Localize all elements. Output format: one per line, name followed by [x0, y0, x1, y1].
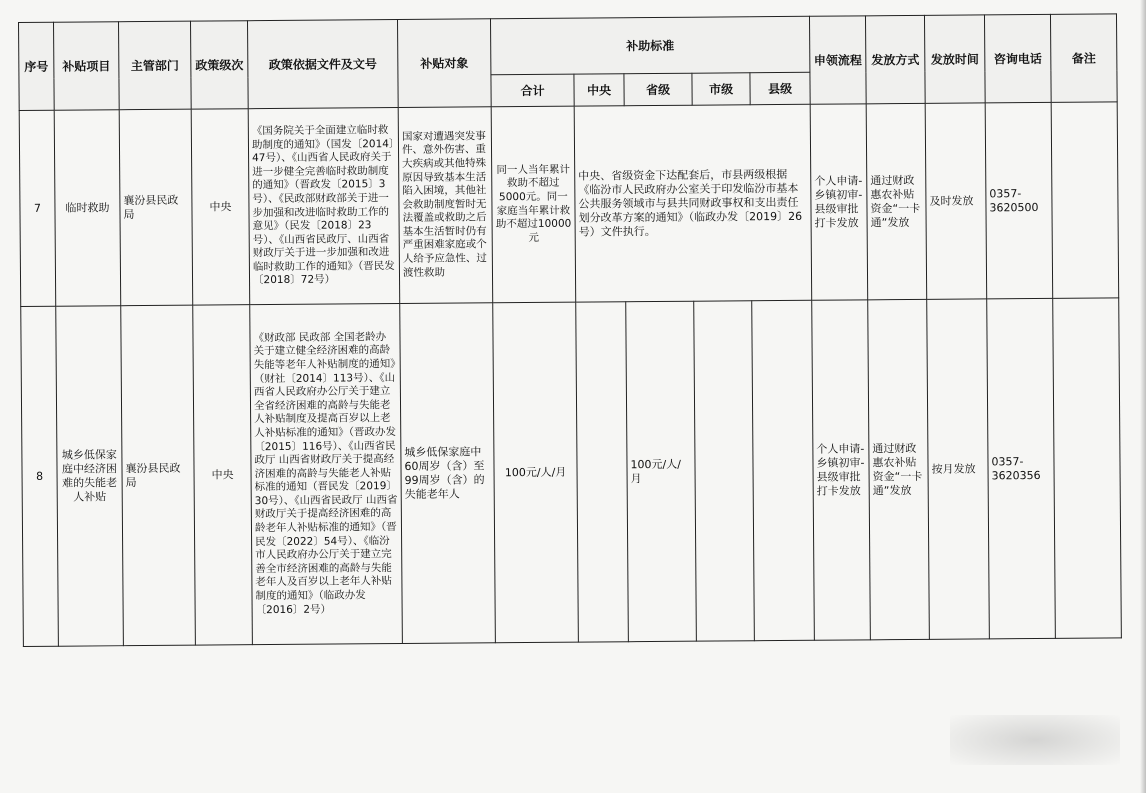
row-seq: 8	[21, 306, 59, 646]
header-phone: 咨询电话	[984, 14, 1051, 103]
table-row	[19, 102, 1119, 307]
header-item: 补贴项目	[54, 22, 120, 111]
header-std-central: 中央	[574, 74, 624, 106]
header-basis: 政策依据文件及文号	[247, 20, 398, 109]
row-phone: 0357-3620500	[985, 102, 1053, 299]
row-method: 通过财政惠农补贴资金“一卡通”发放	[868, 299, 930, 639]
row-phone: 0357-3620356	[987, 298, 1056, 639]
header-level: 政策级次	[190, 21, 248, 109]
row-std-province: 100元/人/月	[626, 301, 697, 642]
header-seq: 序号	[19, 22, 55, 110]
row-process: 个人申请-乡镇初审-县级审批打卡发放	[810, 104, 868, 300]
row-time: 按月发放	[927, 299, 990, 639]
header-time: 发放时间	[924, 15, 985, 103]
header-note: 备注	[1050, 14, 1117, 103]
row-item: 临时救助	[54, 110, 121, 307]
header-target: 补贴对象	[397, 19, 491, 108]
row-time: 及时发放	[925, 103, 987, 299]
scan-edge	[1140, 0, 1146, 793]
row-note	[1051, 102, 1119, 299]
row-std-city	[694, 301, 755, 641]
row-std-merged: 中央、省级资金下达配套后，市县两级根据《临汾市人民政府办公室关于印发临汾市基本公共服务领域市与县共同财政事权和支出责任划分改革方案的通知》（临政办发〔2019〕26号）文件执行。	[574, 104, 812, 302]
row-target: 城乡低保家庭中60周岁（含）至99周岁（含）的失能老年人	[400, 303, 496, 644]
row-target: 国家对遭遇突发事件、意外伤害、重大疾病或其他特殊原因导致基本生活陷入困境，其他社会救助制度暂时无法覆盖或救助之后基本生活暂时仍有严重困难家庭或个人给予应急性、过渡性救助	[398, 107, 493, 304]
row-std-central	[576, 302, 629, 642]
header-process: 申领流程	[809, 16, 866, 104]
header-std-total: 合计	[491, 74, 574, 107]
header-std-province: 省级	[624, 73, 692, 106]
document-sheet	[18, 14, 1101, 647]
row-note	[1053, 298, 1122, 639]
row-seq: 7	[19, 110, 56, 306]
row-dept: 襄汾县民政局	[121, 305, 196, 646]
table-row	[21, 298, 1122, 647]
header-method: 发放方式	[865, 15, 925, 103]
row-basis: 《财政部 民政部 全国老龄办关于建立健全经济困难的高龄 失能等老年人补贴制度的通知》（财社〔2014〕113号）、《山西省人民政府办公厅关于建立全省经济困难的高龄与失能老人补贴制度及提高百岁以上老人补贴标准的通知》（晋政办发〔2015〕116号）、《山西省民政厅 山西省财政厅关于提高经济困难的高龄与失能老人补贴标准的通知（晋民发〔2019〕30号）、《山西省民政厅 山西省财政厅关于提高经济困难的高龄老年人补贴标准的通知》（晋民发〔2022〕54号）、《临汾市人民政府办公厅关于建立完善全市经济困难的高龄与失能老年人及百岁以上老年人补贴制度的通知》（临政办发〔2016〕2号）	[250, 304, 403, 645]
header-std-city: 市级	[692, 73, 750, 105]
scan-smudge	[950, 715, 1120, 765]
header-std-county: 县级	[750, 72, 810, 104]
header-standard: 补助标准	[490, 16, 809, 75]
row-item: 城乡低保家庭中经济困难的失能老人补贴	[56, 306, 124, 647]
row-process: 个人申请-乡镇初审-县级审批打卡发放	[812, 300, 871, 640]
row-basis: 《国务院关于全面建立临时救助制度的通知》（国发〔2014〕47号）、《山西省人民政府关于进一步健全完善临时救助制度的通知》（晋政发〔2015〕3号）、《民政部财政部关于进一步加强和改进临时救助工作的意见》（民发〔2018〕23号）、《山西省民政厅、山西省财政厅关于进一步加强和改进临时救助工作的通知》（晋民发〔2018〕72号）	[248, 108, 400, 305]
subsidy-table	[18, 13, 1122, 647]
row-level: 中央	[191, 109, 250, 305]
row-dept: 襄汾县民政局	[119, 109, 193, 306]
row-std-total: 同一人当年累计救助不超过5000元。同一家庭当年累计救助不超过10000元	[491, 106, 576, 303]
row-std-total: 100元/人/月	[493, 302, 579, 643]
row-std-county	[752, 300, 815, 640]
row-level: 中央	[193, 305, 253, 645]
row-method: 通过财政惠农补贴资金“一卡通”发放	[866, 103, 927, 299]
header-dept: 主管部门	[119, 21, 192, 110]
